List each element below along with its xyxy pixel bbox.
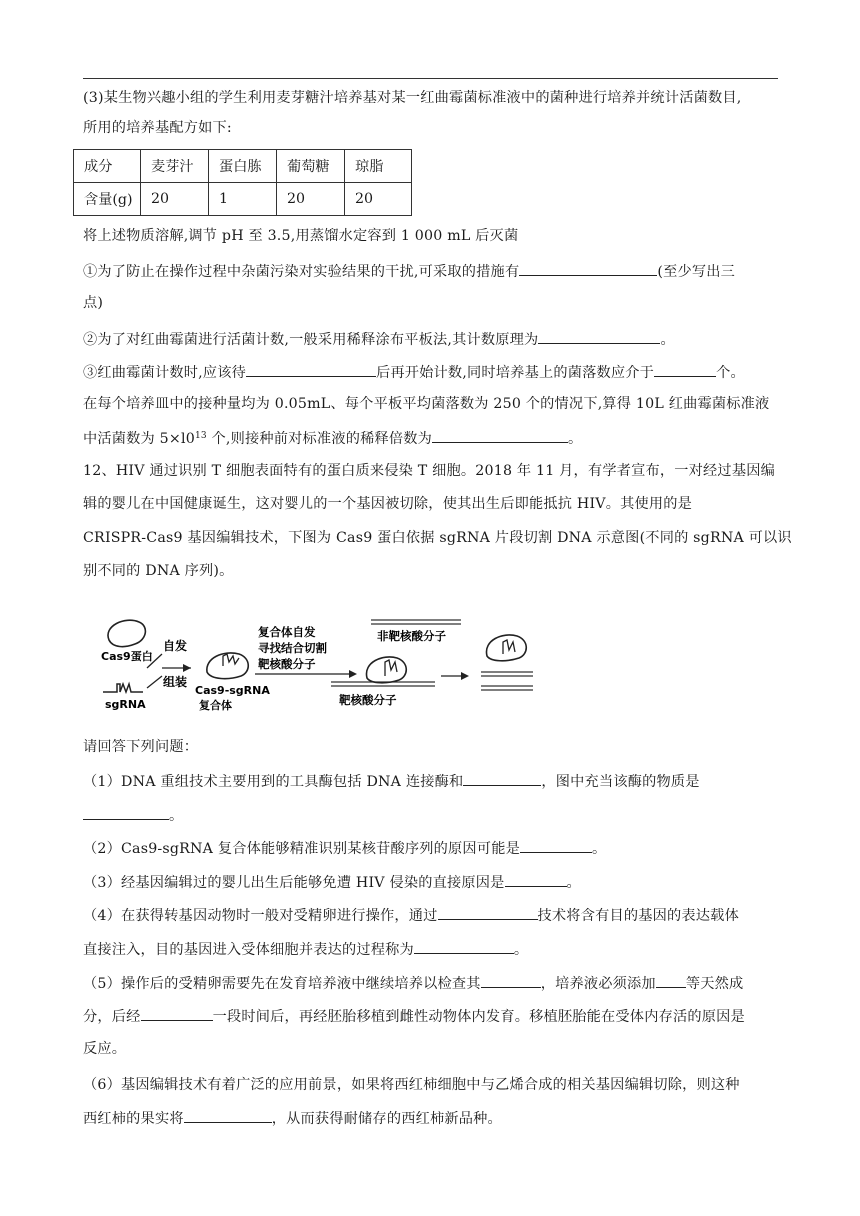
q12-part1-line (83, 771, 700, 792)
question-text: ②为了对红曲霉菌进行活菌计数,一般采用稀释涂布平板法,其计数原理为 (83, 332, 539, 348)
released-sgrna (503, 640, 515, 654)
question-text: ③红曲霉菌计数时,应该待 (83, 365, 246, 381)
question-text: 。 (169, 808, 184, 824)
q12-line2: 辑的婴儿在中国健康诞生，这对婴儿的一个基因被切除，使其出生后即能抵抗 HIV。其使用的是 (83, 496, 693, 512)
arrowhead (183, 664, 191, 672)
table-cell: 1 (209, 183, 277, 216)
table-cell: 琼脂 (345, 150, 412, 183)
answer-blank[interactable] (654, 362, 716, 377)
question-text: （1）DNA 重组技术主要用到的工具酶包括 DNA 连接酶和 (83, 774, 464, 790)
answer-blank[interactable] (141, 1006, 213, 1021)
question-text: 西红柿的果实将 (83, 1111, 184, 1127)
question-text: 。 (513, 942, 529, 958)
question-3-line2: 在每个培养皿中的接种量均为 0.05mL、每个平板平均菌落数为 250 个的情况下,算得 10L 红曲霉菌标准液 (83, 396, 770, 412)
question-text: 直接注入，目的基因进入受体细胞并表达的过程称为 (83, 942, 414, 958)
assemble-label-1: 自发 (163, 639, 188, 653)
question-text: 个。 (716, 365, 745, 381)
part3-intro-line1: (3)某生物兴趣小组的学生利用麦芽糖汁培养基对某一红曲霉菌标准液中的菌种进行培养并统计活菌数目, (83, 90, 742, 106)
exponent: 13 (194, 431, 207, 441)
q12-part5-end: 反应。 (83, 1041, 127, 1057)
question-text: 等天然成 (685, 976, 744, 992)
question-text: 中活菌数为 5×l0 (83, 431, 195, 447)
question-text: 个,则接种前对标准液的稀释倍数为 (206, 431, 433, 447)
table-cell: 葡萄糖 (277, 150, 345, 183)
complex-sgrna (223, 654, 239, 666)
table-header-row (74, 150, 412, 183)
complex-label-1: Cas9-sgRNA (195, 684, 270, 697)
table-cell: 麦芽汁 (141, 150, 209, 183)
q12-part3-line (83, 872, 581, 893)
q12-part6-line: （6）基因编辑技术有着广泛的应用前景，如果将西红柿细胞中与乙烯合成的相关基因编辑切除，则这种 (83, 1077, 740, 1093)
q12-part6-cont (83, 1108, 502, 1129)
after-table-text: 将上述物质溶解,调节 pH 至 3.5,用蒸馏水定容到 1 000 mL 后灭菌 (83, 228, 519, 244)
answer-blank[interactable] (414, 939, 514, 954)
sgrna-label: sgRNA (105, 698, 146, 711)
released-complex-shape (486, 635, 526, 661)
question-text: ，从而获得耐储存的西红柿新品种。 (271, 1111, 502, 1127)
question-3-line3 (83, 426, 582, 449)
complex-label-2: 复合体 (199, 699, 232, 712)
questions-prompt: 请回答下列问题： (83, 739, 199, 755)
answer-blank[interactable] (519, 261, 657, 276)
answer-blank[interactable] (481, 973, 541, 988)
answer-blank[interactable] (246, 362, 376, 377)
arrowhead (349, 670, 357, 678)
question-text: 分，后经 (83, 1009, 141, 1025)
table-cell: 20 (345, 183, 412, 216)
table-cell: 20 (277, 183, 345, 216)
search-label-3: 靶核酸分子 (258, 657, 316, 671)
cas9-diagram (95, 614, 535, 716)
non-target-label: 非靶核酸分子 (377, 629, 446, 643)
search-label-1: 复合体自发 (258, 625, 316, 639)
table-cell: 成分 (74, 150, 141, 183)
table-cell: 蛋白胨 (209, 150, 277, 183)
question-text: ①为了防止在操作过程中杂菌污染对实验结果的干扰,可采取的措施有 (83, 264, 520, 280)
question-text: 后再开始计数,同时培养基上的菌落数应介于 (375, 365, 655, 381)
q12-part4-cont (83, 939, 528, 960)
header-rule (83, 78, 778, 79)
question-text: 技术将含有目的基因的表达载体 (537, 908, 739, 924)
bound-sgrna (385, 660, 397, 676)
question-text: 。 (568, 431, 583, 447)
question-text: 一段时间后，再经胚胎移植到雌性动物体内发育。移植胚胎能在受体内存活的原因是 (212, 1009, 745, 1025)
part3-intro-line2: 所用的培养基配方如下: (83, 120, 232, 136)
question-3-line (83, 362, 745, 383)
question-text: 。 (566, 875, 581, 891)
question-text: 。 (591, 841, 607, 857)
merge-line-bottom (147, 676, 162, 688)
question-text: （3）经基因编辑过的婴儿出生后能够免遭 HIV 侵染的直接原因是 (83, 875, 505, 891)
q12-line3: CRISPR-Cas9 基因编辑技术，下图为 Cas9 蛋白依据 sgRNA 片段切割 DNA 示意图(不同的 sgRNA 可以识 (83, 530, 792, 546)
q12-part5-line (83, 973, 743, 994)
question-1-cont: 点) (83, 295, 104, 311)
question-text: （2）Cas9-sgRNA 复合体能够精准识别某核苷酸序列的原因可能是 (83, 841, 520, 857)
question-text: ，图中充当该酶的物质是 (541, 774, 700, 790)
arrowhead (461, 672, 469, 680)
q12-line1: 12、HIV 通过识别 T 细胞表面特有的蛋白质来侵染 T 细胞。2018 年 11 月，有学者宣布，一对经过基因编 (83, 463, 775, 479)
question-text: ，培养液必须添加 (540, 976, 656, 992)
sgrna-strand (103, 684, 143, 692)
cas9-protein-shape (108, 620, 145, 646)
question-text: （4）在获得转基因动物时一般对受精卵进行操作，通过 (83, 908, 438, 924)
question-1-line (83, 261, 735, 282)
answer-blank[interactable] (463, 771, 541, 786)
target-label: 靶核酸分子 (339, 693, 397, 707)
q12-line4: 别不同的 DNA 序列)。 (83, 563, 234, 579)
answer-blank[interactable] (538, 329, 660, 344)
search-label-2: 寻找结合切割 (258, 641, 327, 655)
answer-blank[interactable] (505, 872, 567, 887)
q12-part5-cont (83, 1006, 745, 1027)
question-text: （5）操作后的受精卵需要先在发育培养液中继续培养以检查其 (83, 976, 481, 992)
q12-part2-line (83, 838, 606, 859)
answer-blank[interactable] (520, 838, 592, 853)
answer-blank[interactable] (432, 428, 568, 443)
assemble-label-2: 组装 (163, 675, 188, 689)
table-row (74, 183, 412, 216)
question-text: 。 (660, 332, 675, 348)
answer-blank[interactable] (184, 1108, 272, 1123)
answer-blank[interactable] (438, 905, 538, 920)
answer-blank[interactable] (83, 805, 169, 820)
table-cell: 含量(g) (74, 183, 141, 216)
question-2-line (83, 329, 675, 350)
cas9-label: Cas9蛋白 (101, 650, 153, 663)
answer-blank[interactable] (656, 973, 686, 988)
q12-part4-line (83, 905, 739, 926)
table-cell: 20 (141, 183, 209, 216)
q12-part1-cont (83, 805, 183, 826)
culture-medium-table (73, 149, 412, 216)
question-text: (至少写出三 (657, 264, 736, 280)
